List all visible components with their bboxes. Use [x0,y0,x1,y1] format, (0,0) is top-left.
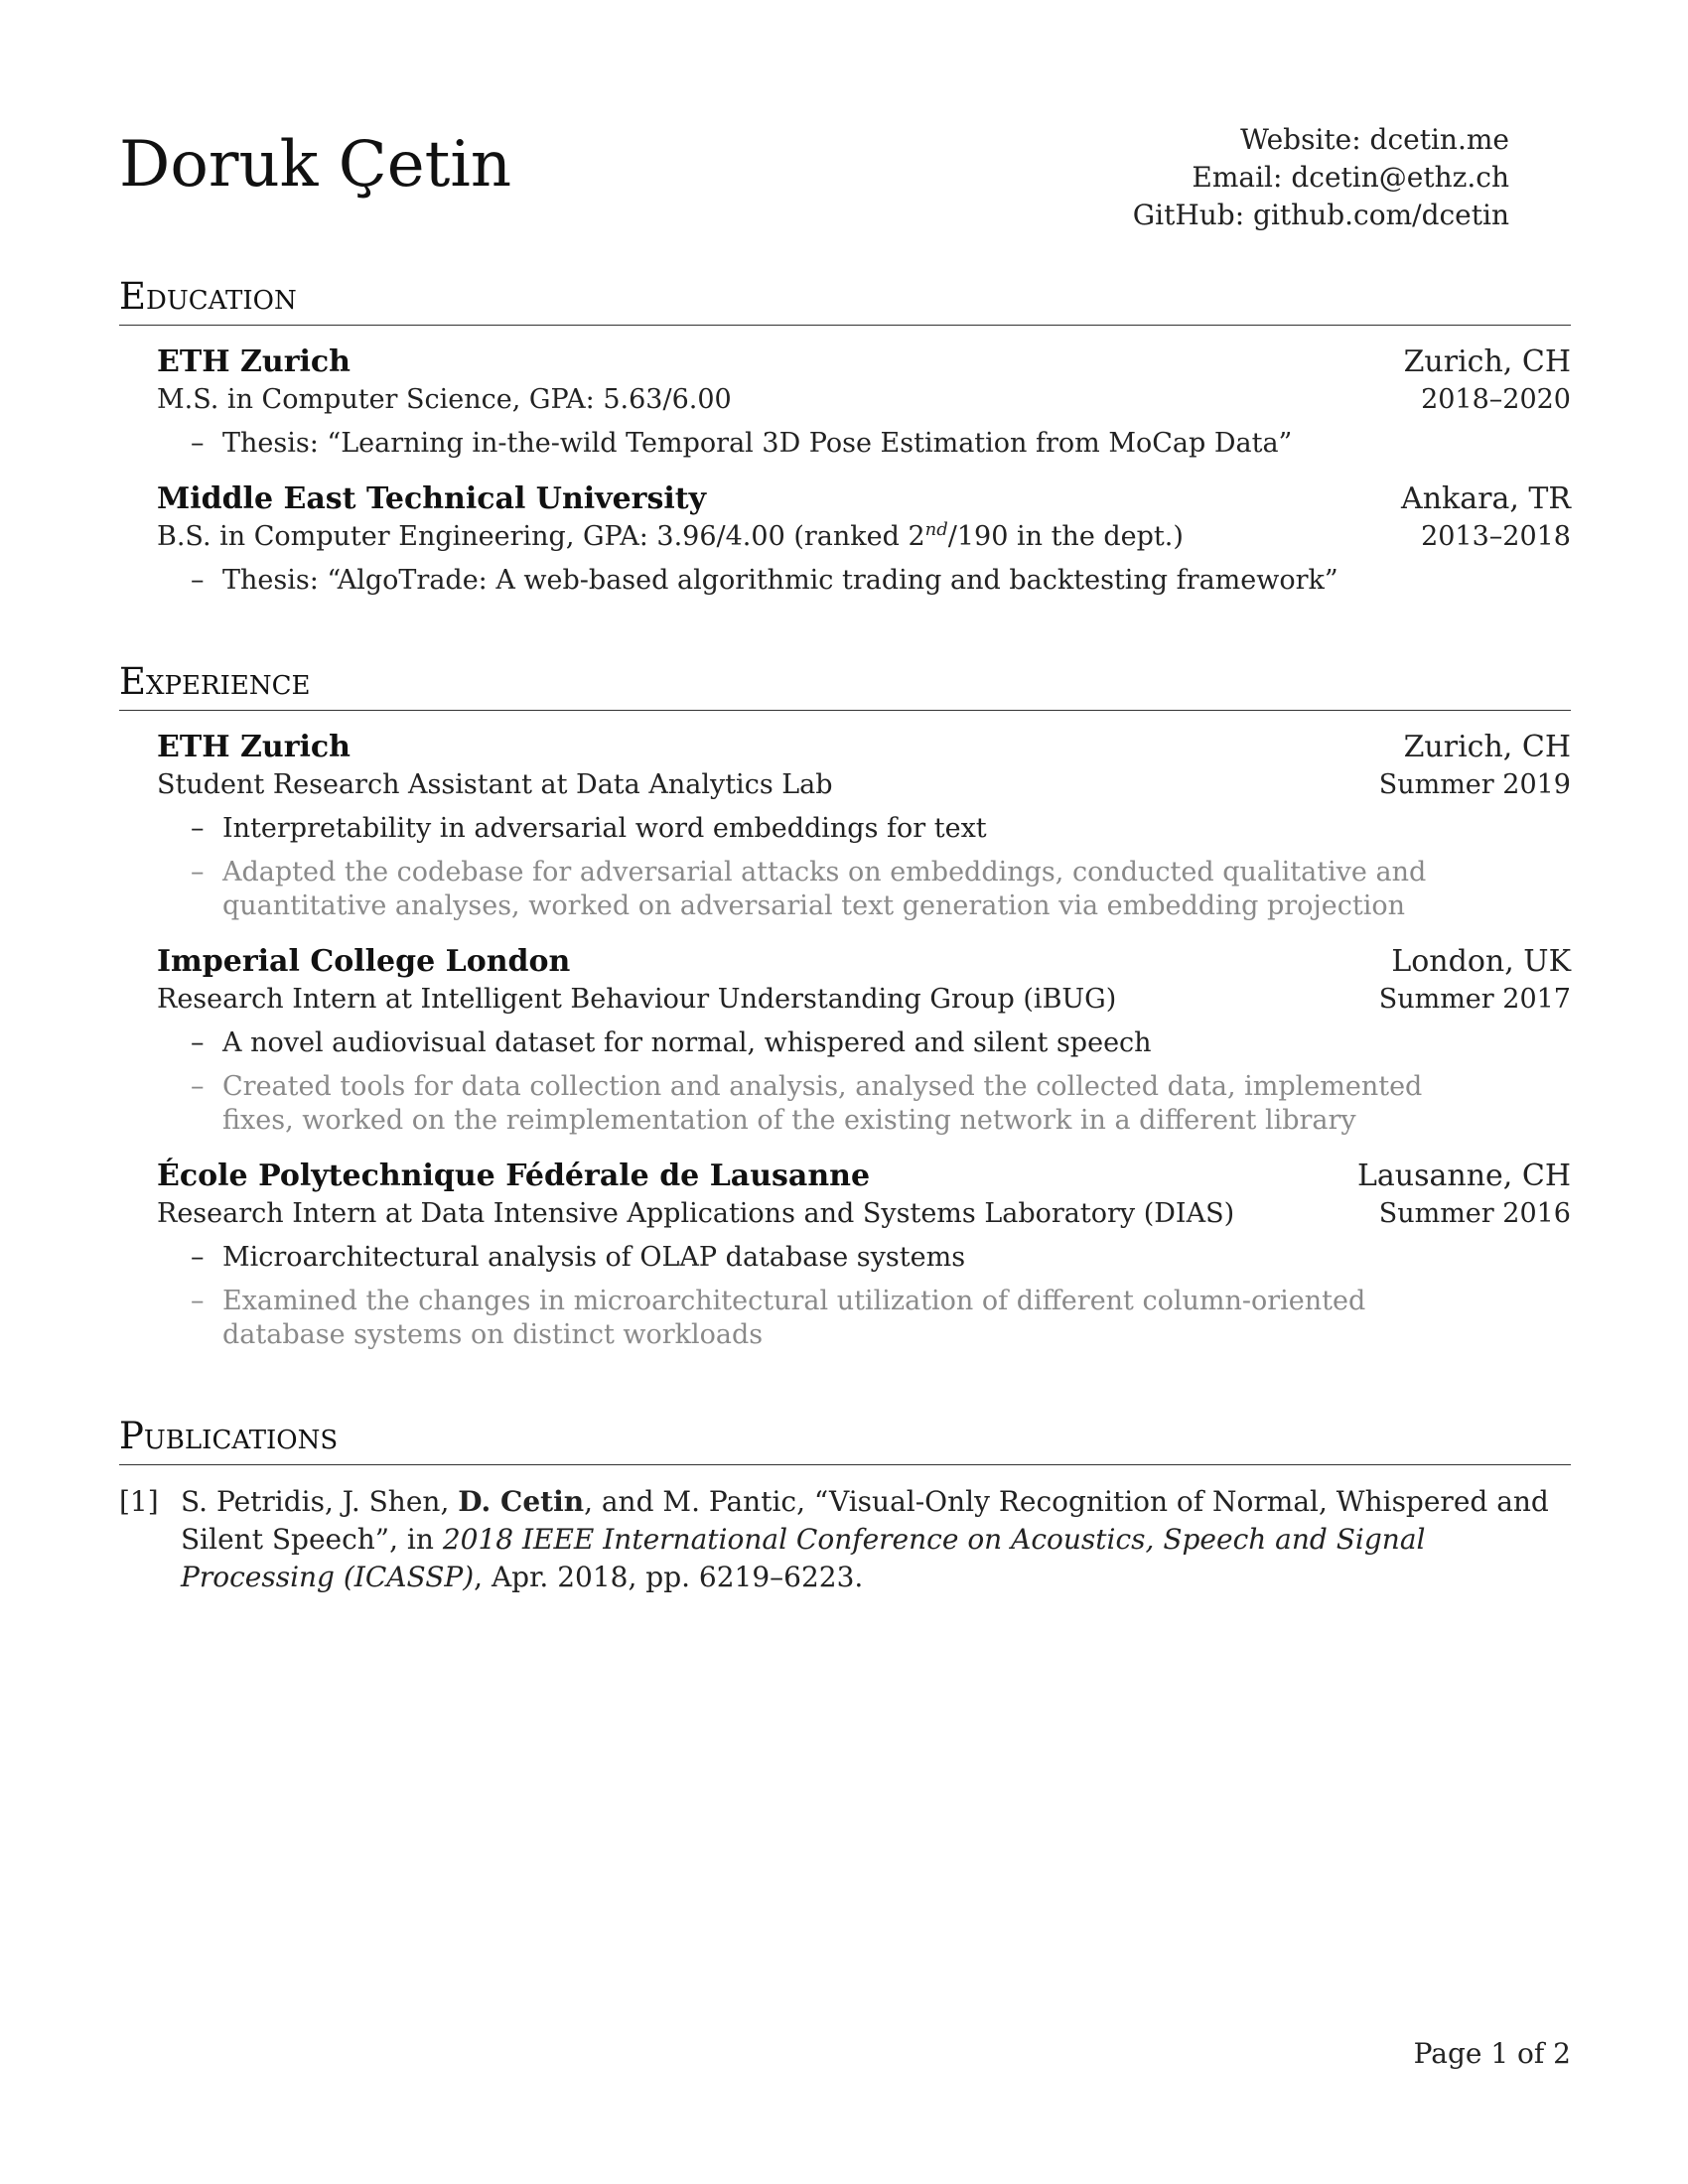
page-number: Page 1 of 2 [1413,2037,1571,2070]
github-link[interactable]: GitHub: github.com/dcetin [1132,199,1509,231]
thesis-item: – Thesis: “AlgoTrade: A web-based algorithmic trading and backtesting framework” [157,564,1571,598]
education-section [119,275,1571,598]
organization-name: ETH Zurich [157,730,351,764]
project-details: – Examined the changes in microarchitectural utilization of different column-oriented database systems on distinct workloads [157,1285,1434,1352]
contact-block [1133,121,1509,234]
thesis-item: – Thesis: “Learning in-the-wild Temporal 3D Pose Estimation from MoCap Data” [157,427,1571,461]
organization-location: Lausanne, CH [1357,1159,1571,1193]
experience-entry [157,1158,1571,1352]
period: 2018–2020 [1421,384,1571,415]
publications-section [119,1415,1571,1596]
project-item: – A novel audiovisual dataset for normal, whispered and silent speech [157,1026,1571,1060]
degree: M.S. in Computer Science, GPA: 5.63/6.00 [157,384,732,415]
education-entry [157,480,1571,598]
education-entry [157,343,1571,461]
period: Summer 2016 [1378,1198,1571,1229]
project-item: – Microarchitectural analysis of OLAP database systems [157,1241,1571,1275]
role: Research Intern at Data Intensive Applications and Systems Laboratory (DIAS) [157,1198,1235,1229]
organization-location: London, UK [1391,944,1571,979]
institution-location: Ankara, TR [1401,481,1571,516]
publication-venue: 2018 IEEE International Conference on Acoustics, Speech and Signal Processing (ICASSP) [181,1523,1426,1593]
experience-entry [157,729,1571,923]
institution-name: Middle East Technical University [157,481,707,516]
degree: B.S. in Computer Engineering, GPA: 3.96/4.00 (ranked 2nd/190 in the dept.) [157,519,1184,552]
organization-name: École Polytechnique Fédérale de Lausanne [157,1159,871,1193]
education-heading: Education [119,278,1571,326]
publication-item: [1] S. Petridis, J. Shen, D. Cetin, and M. Pantic, “Visual-Only Recognition of Normal, Whispered and Silent Speech”, in 2018 IEEE International Conference on Acoustics, Speech and Signal Processing (ICASSP), Apr. 2018, pp. 6219–6223. [119,1485,1549,1593]
organization-location: Zurich, CH [1403,730,1571,764]
email-link[interactable]: Email: dcetin@ethz.ch [1192,161,1509,194]
publication-number: [1] [119,1485,159,1518]
experience-entry [157,943,1571,1138]
highlighted-author: D. Cetin [458,1485,585,1518]
period: Summer 2019 [1378,769,1571,800]
experience-section [119,660,1571,1352]
publications-heading: Publications [119,1418,1571,1465]
role: Student Research Assistant at Data Analytics Lab [157,769,833,800]
role: Research Intern at Intelligent Behaviour Understanding Group (iBUG) [157,984,1117,1015]
website-link[interactable]: Website: dcetin.me [1240,123,1509,156]
project-details: – Adapted the codebase for adversarial attacks on embeddings, conducted qualitative and quantitative analyses, worked on adversarial text generation via embedding projection [157,856,1434,923]
project-details: – Created tools for data collection and analysis, analysed the collected data, implemented fixes, worked on the reimplementation of the existing network in a different library [157,1070,1434,1138]
institution-name: ETH Zurich [157,344,351,379]
project-item: – Interpretability in adversarial word embeddings for text [157,812,1571,846]
resume-name: Doruk Çetin [119,128,512,202]
organization-name: Imperial College London [157,944,571,979]
period: 2013–2018 [1421,521,1571,552]
period: Summer 2017 [1378,984,1571,1015]
experience-heading: Experience [119,663,1571,711]
institution-location: Zurich, CH [1403,344,1571,379]
